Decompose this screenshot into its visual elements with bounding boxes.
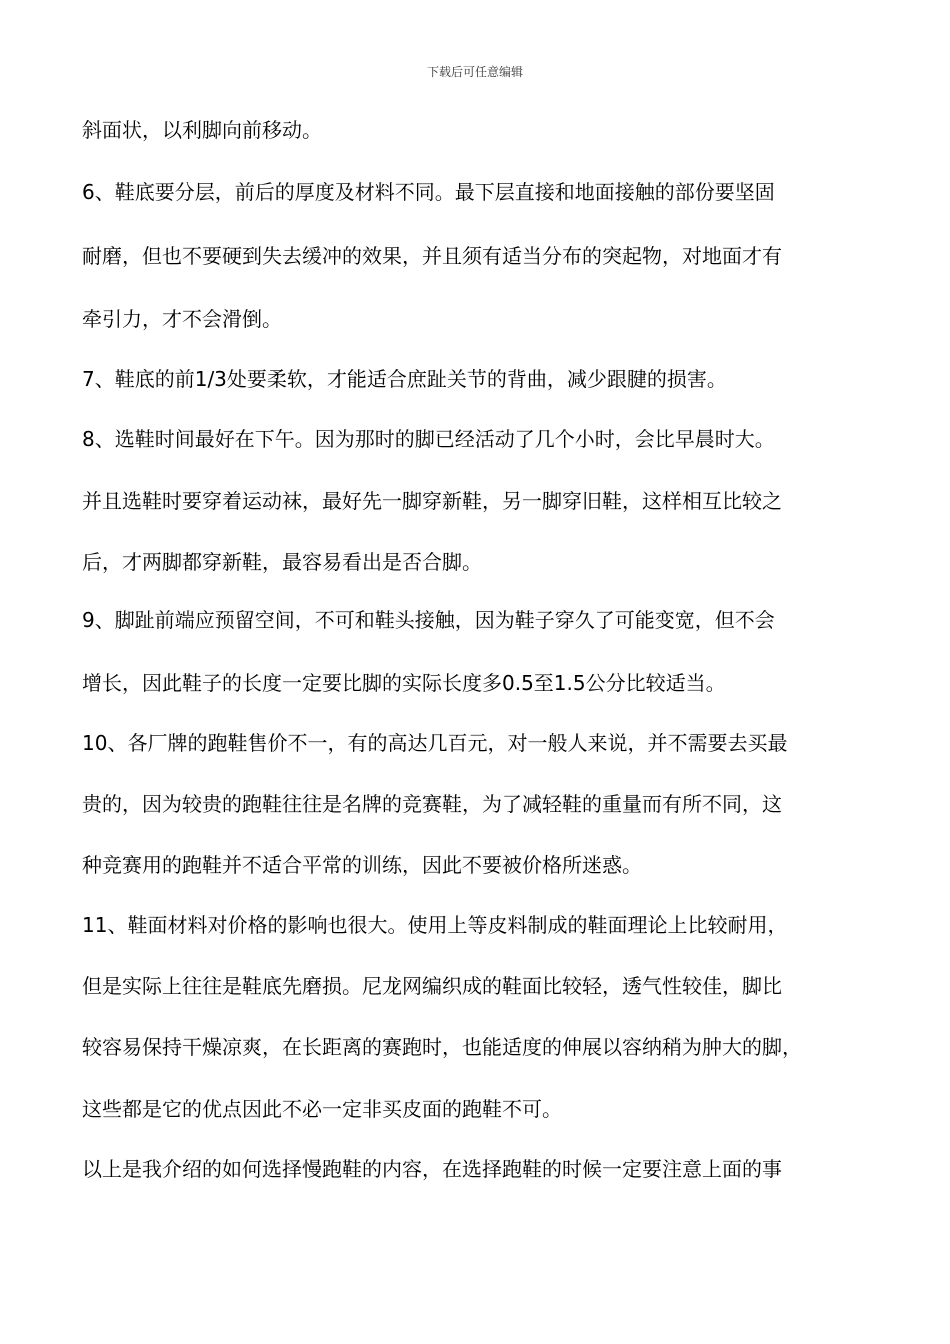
text-line: 并且选鞋时要穿着运动袜，最好先一脚穿新鞋，另一脚穿旧鞋，这样相互比较之 xyxy=(82,489,782,513)
page-header: 下载后可任意编辑 xyxy=(426,65,523,79)
text-line: 增长，因此鞋子的长度一定要比脚的实际长度多0.5至1.5公分比较适当。 xyxy=(82,671,726,695)
text-line: 以上是我介绍的如何选择慢跑鞋的内容，在选择跑鞋的时候一定要注意上面的事 xyxy=(82,1157,782,1181)
text-line: 牵引力，才不会滑倒。 xyxy=(82,307,282,331)
text-line: 10、各厂牌的跑鞋售价不一，有的高达几百元，对一般人来说，并不需要去买最 xyxy=(82,731,788,755)
text-line: 较容易保持干燥凉爽，在长距离的赛跑时，也能适度的伸展以容纳稍为肿大的脚， xyxy=(82,1035,802,1059)
text-line: 8、选鞋时间最好在下午。因为那时的脚已经活动了几个小时，会比早晨时大。 xyxy=(82,427,775,451)
text-line: 但是实际上往往是鞋底先磨损。尼龙网编织成的鞋面比较轻，透气性较佳，脚比 xyxy=(82,974,782,998)
text-line: 种竞赛用的跑鞋并不适合平常的训练，因此不要被价格所迷惑。 xyxy=(82,853,642,877)
text-line: 11、鞋面材料对价格的影响也很大。使用上等皮料制成的鞋面理论上比较耐用， xyxy=(82,913,788,937)
text-line: 耐磨，但也不要硬到失去缓冲的效果，并且须有适当分布的突起物，对地面才有 xyxy=(82,244,782,268)
text-line: 6、鞋底要分层，前后的厚度及材料不同。最下层直接和地面接触的部份要坚固 xyxy=(82,180,775,204)
text-line: 斜面状，以利脚向前移动。 xyxy=(82,118,322,142)
text-line: 9、脚趾前端应预留空间，不可和鞋头接触，因为鞋子穿久了可能变宽，但不会 xyxy=(82,608,775,632)
text-line: 贵的，因为较贵的跑鞋往往是名牌的竞赛鞋，为了减轻鞋的重量而有所不同，这 xyxy=(82,792,782,816)
text-line: 后，才两脚都穿新鞋，最容易看出是否合脚。 xyxy=(82,550,482,574)
text-line: 7、鞋底的前1/3处要柔软，才能适合庶趾关节的背曲，减少跟腱的损害。 xyxy=(82,367,727,391)
text-line: 这些都是它的优点因此不必一定非买皮面的跑鞋不可。 xyxy=(82,1097,562,1121)
